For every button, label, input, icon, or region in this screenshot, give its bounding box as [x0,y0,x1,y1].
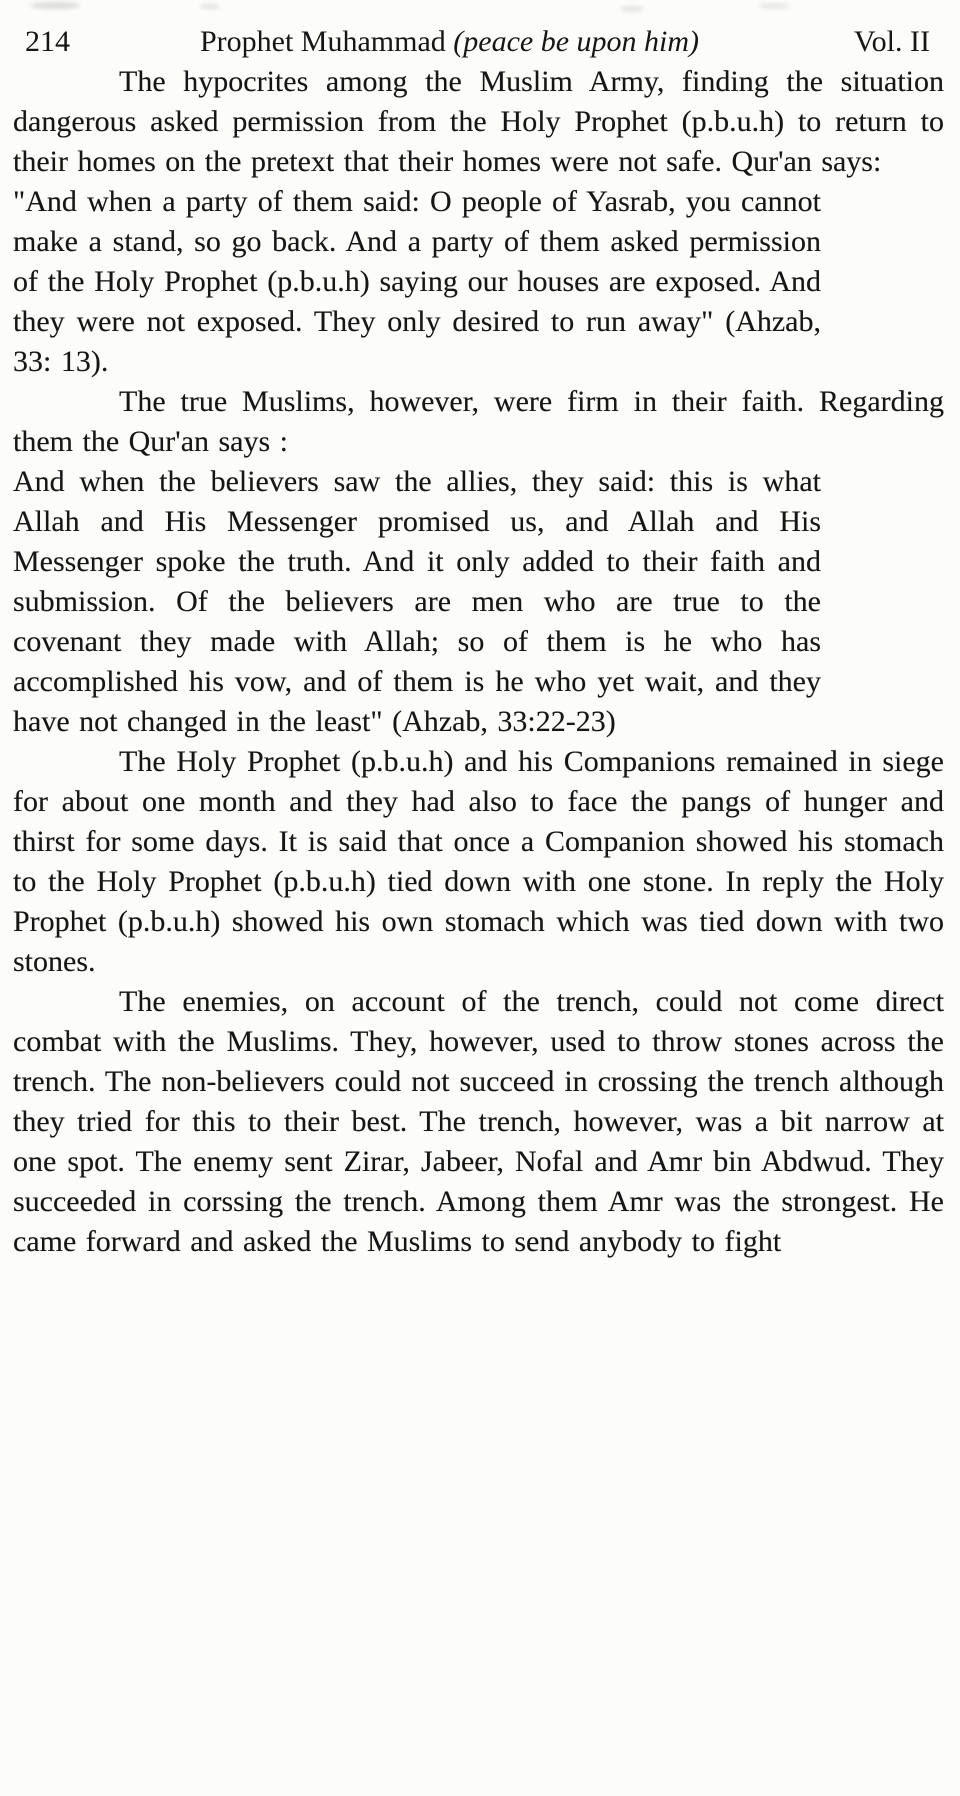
scan-smudge [30,2,80,9]
page-number: 214 [25,25,70,58]
paragraph: The Holy Prophet (p.b.u.h) and his Companions remained in siege for about one month and they had also to face the pangs of hunger and thirst for some days. It is said that once a Companion showed his stomach to the Holy Prophet (p.b.u.h) tied down with one stone. In reply the Holy Prophet (p.b.u.h) showed his own stomach which was tied down with two stones. [13,745,944,978]
paragraph: The hypocrites among the Muslim Army, finding the situation dangerous asked permission from the Holy Prophet (p.b.u.h) to return to their homes on the pretext that their homes were not safe. Qur'an says: [13,65,944,178]
scan-smudge [758,3,790,9]
scan-smudge [620,6,644,12]
quran-quote: "And when a party of them said: O people of Yasrab, you cannot make a stand, so go back. And a party of them asked permission of the Holy Prophet (p.b.u.h) saying our houses are exposed. And they were not exposed. They only desired to run away" (Ahzab, 33: 13). [13,185,821,378]
book-title [125,22,774,62]
quran-quote: And when the believers saw the allies, they said: this is what Allah and His Messenger promised us, and Allah and His Messenger spoke the truth. And it only added to their faith and submission. Of the believers are men who are true to the covenant they made with Allah; so of them is he who has accomplished his vow, and of them is he who yet wait, and they have not changed in the least" (Ahzab, 33:22-23) [13,465,821,738]
body-text [13,62,944,1262]
volume-label: Vol. II [853,25,930,58]
book-title-parenthetical: (peace be upon him) [453,25,700,58]
paragraph: The true Muslims, however, were firm in their faith. Regarding them the Qur'an says : [13,385,944,458]
paragraph: The enemies, on account of the trench, could not come direct combat with the Muslims. They, however, used to throw stones across the trench. The non-believers could not succeed in crossing the trench although they tried for this to their best. The trench, however, was a bit narrow at one spot. The enemy sent Zirar, Jabeer, Nofal and Amr bin Abdwud. They succeeded in corssing the trench. Among them Amr was the strongest. He came forward and asked the Muslims to send anybody to fight [13,985,944,1258]
book-title-main: Prophet Muhammad [199,25,454,58]
running-header [13,22,944,62]
scan-smudge [200,4,220,9]
